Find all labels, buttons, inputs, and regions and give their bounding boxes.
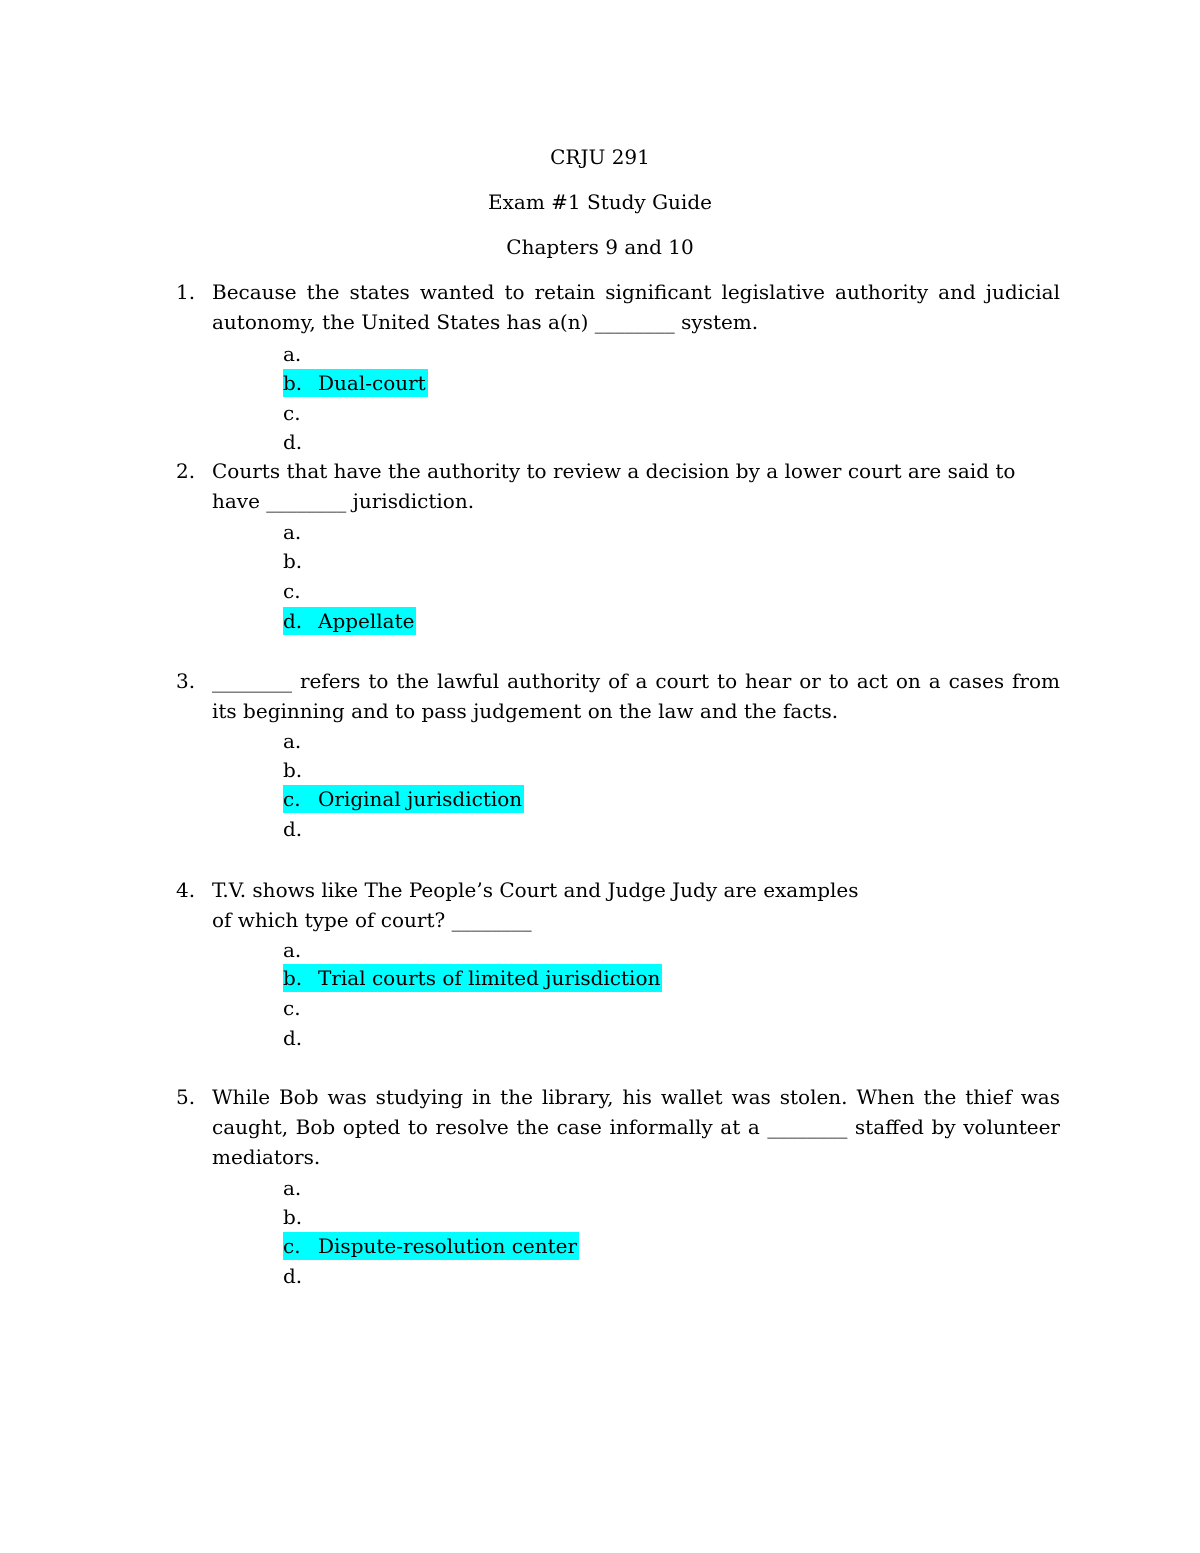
question-text-line-1: T.V. shows like The People’s Court and Judge Judy are examples: [212, 878, 859, 902]
question-text: Courts that have the authority to review a decision by a lower court are said to have ________ jurisdiction.: [212, 459, 1016, 513]
course-code: CRJU 291: [550, 145, 650, 169]
option-d: d.: [283, 1264, 303, 1288]
question-number: 5.: [176, 1085, 196, 1109]
option-d-answer: d. Appellate: [283, 609, 415, 633]
document-title: Exam #1 Study Guide: [488, 190, 712, 214]
option-d: d.: [283, 1026, 303, 1050]
chapters-subtitle: Chapters 9 and 10: [506, 235, 694, 259]
question-text: ________ refers to the lawful authority of a court to hear or to act on a cases from its beginning and to pass judgement on the law and the facts.: [212, 669, 1060, 723]
option-c-answer: c. Original jurisdiction: [283, 787, 523, 811]
option-b-answer: b. Trial courts of limited jurisdiction: [283, 966, 661, 990]
option-a: a.: [283, 342, 302, 366]
question-text: While Bob was studying in the library, his wallet was stolen. When the thief was caught, Bob opted to resolve the case informally at a ________ staffed by volunteer mediators.: [212, 1085, 1060, 1169]
question-number: 1.: [176, 280, 196, 304]
option-a: a.: [283, 938, 302, 962]
option-d: d.: [283, 430, 303, 454]
option-c: c.: [283, 401, 301, 425]
option-c-answer: c. Dispute-resolution center: [283, 1234, 578, 1258]
option-c: c.: [283, 579, 301, 603]
option-a: a.: [283, 729, 302, 753]
option-a: a.: [283, 520, 302, 544]
option-b: b.: [283, 758, 303, 782]
option-b-answer: b. Dual-court: [283, 371, 426, 395]
option-b: b.: [283, 549, 303, 573]
question-text: Because the states wanted to retain significant legislative authority and judicial autonomy, the United States has a(n) ________ system.: [212, 280, 1060, 334]
question-text-line-2: of which type of court? ________: [212, 908, 532, 932]
option-c: c.: [283, 996, 301, 1020]
option-b: b.: [283, 1205, 303, 1229]
question-number: 2.: [176, 459, 196, 483]
question-number: 3.: [176, 669, 196, 693]
option-a: a.: [283, 1176, 302, 1200]
option-d: d.: [283, 817, 303, 841]
question-number: 4.: [176, 878, 196, 902]
